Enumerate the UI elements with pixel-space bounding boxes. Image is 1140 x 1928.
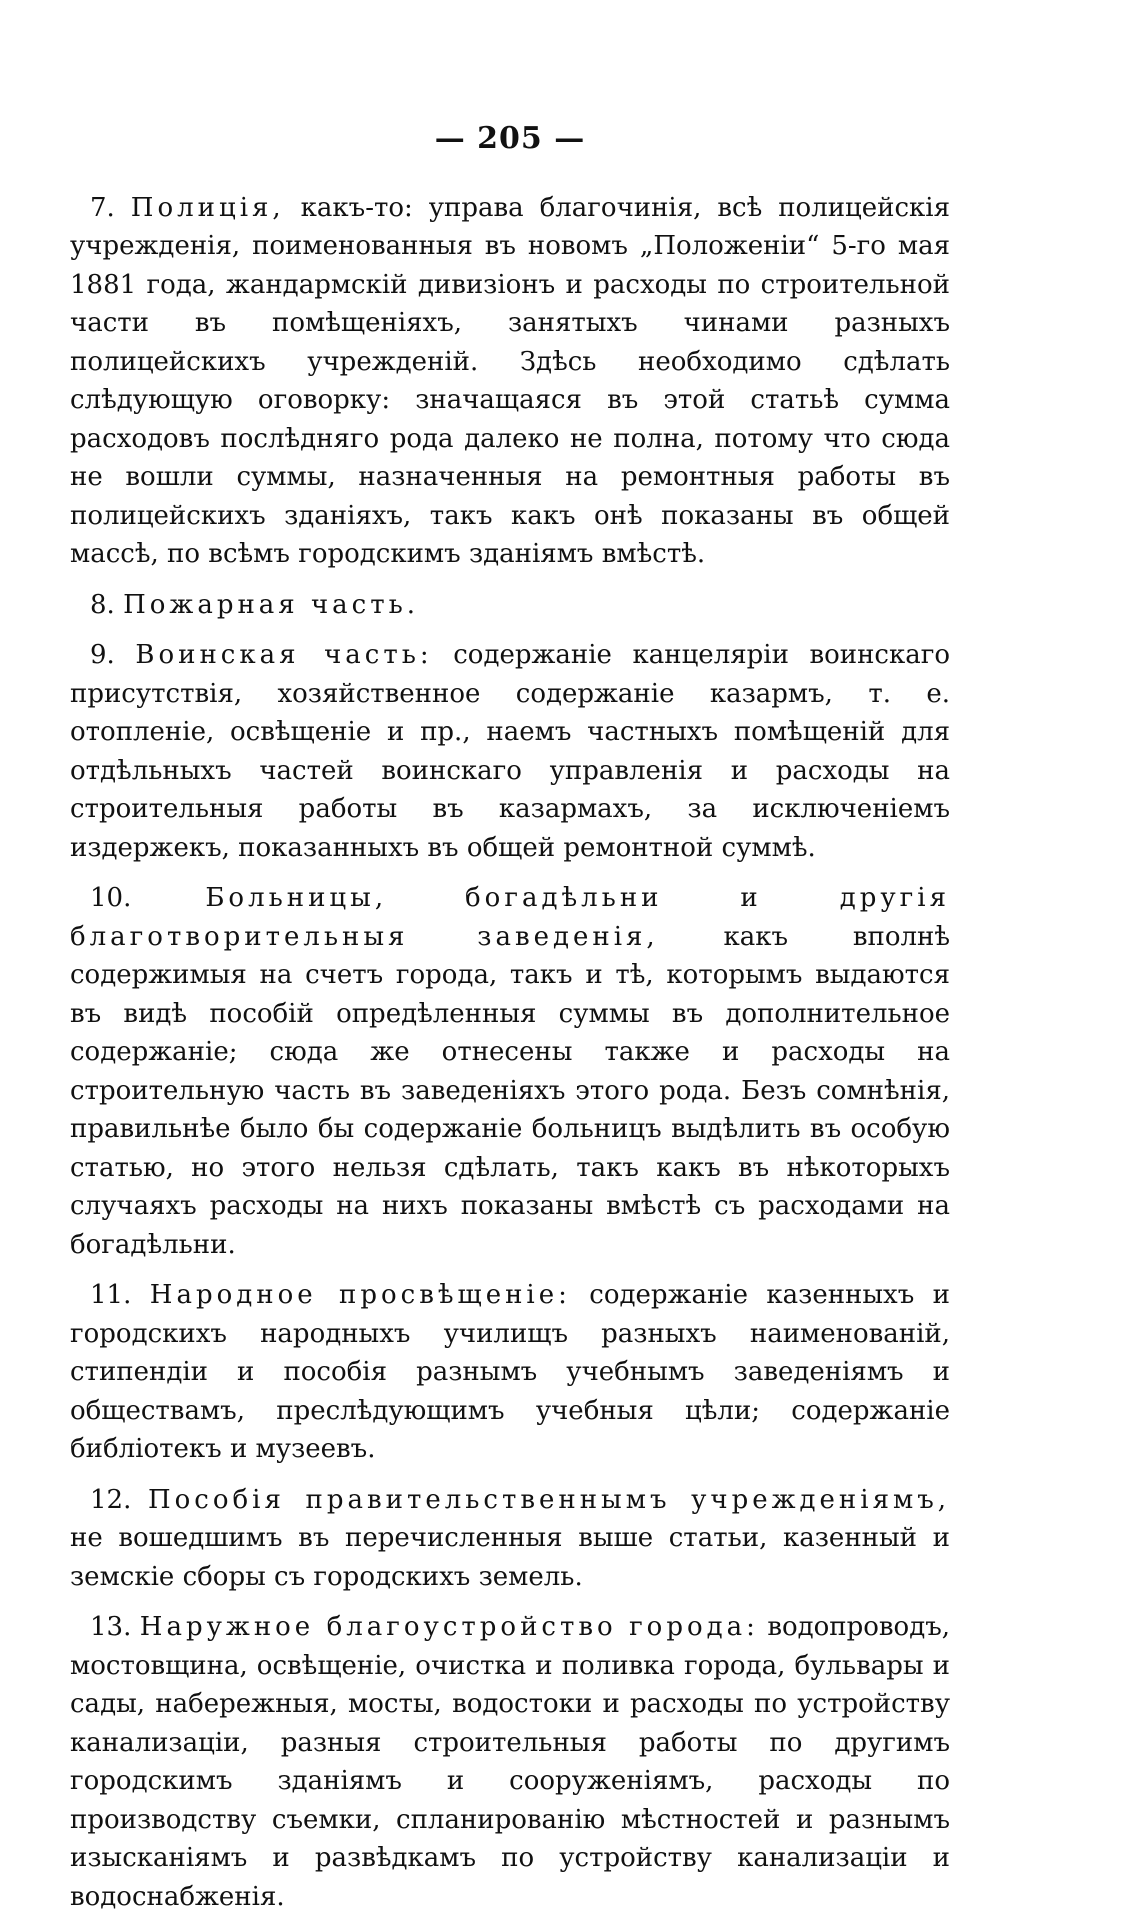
section-12-body <box>70 1481 950 1597</box>
section-7-body <box>70 189 950 574</box>
section-9-text: содержаніе канцеляріи воинскаго присутствія, хозяйственное содержаніе казармъ, т. е. отопленіе, освѣщеніе и пр., наемъ частныхъ помѣщеній для отдѣльныхъ частей воинскаго управленія и расходы на строительныя работы въ казармахъ, за исключеніемъ издержекъ, показанныхъ въ общей ремонтной суммѣ. <box>70 640 951 863</box>
section-12-heading: Пособія правительственнымъ учрежденіямъ, <box>147 1484 951 1515</box>
section-7-number: 7. <box>90 192 115 223</box>
section-9-heading: Воинская часть: <box>135 640 433 670</box>
section-10-heading: Больницы, богадѣльни и другія благотворительныя заведенія, <box>70 883 950 952</box>
section-10 <box>70 879 950 1264</box>
section-11-number: 11. <box>90 1280 132 1310</box>
section-8 <box>70 586 950 625</box>
section-11-heading: Народное просвѣщеніе: <box>149 1280 571 1310</box>
section-7 <box>70 189 950 574</box>
section-12-text: не вошедшимъ въ перечисленныя выше статьи, казенный и земскіе сборы съ городскихъ земель. <box>70 1523 950 1592</box>
section-8-heading: Пожарная часть. <box>123 589 420 620</box>
section-13-number: 13. <box>90 1612 132 1642</box>
section-10-text: какъ вполнѣ содержимыя на счетъ города, такъ и тѣ, которымъ выдаются въ видѣ пособій опредѣленныя суммы въ дополнительное содержаніе; сюда же отнесены также и расходы на строительную часть въ заведеніяхъ этого рода. Безъ сомнѣнія, правильнѣе было бы содержаніе больницъ выдѣлить въ особую статью, но этого нельзя сдѣлать, такъ какъ въ нѣкоторыхъ случаяхъ расходы на нихъ показаны вмѣстѣ съ расходами на богадѣльни. <box>70 921 950 1260</box>
section-12 <box>70 1481 950 1597</box>
section-13-heading: Наружное благоустройство города: <box>139 1612 759 1642</box>
document-page <box>70 120 950 1928</box>
section-13 <box>70 1608 950 1916</box>
section-7-text: какъ-то: управа благочинія, всѣ полицейскія учрежденія, поименованныя въ новомъ „Положеніи“ 5-го мая 1881 года, жандармскій дивизіонъ и расходы по строительной части въ помѣщеніяхъ, занятыхъ чинами разныхъ полицейскихъ учрежденій. Здѣсь необходимо сдѣлать слѣдующую оговорку: значащаяся въ этой статьѣ сумма расходовъ послѣдняго рода далеко не полна, потому что сюда не вошли суммы, назначенныя на ремонтныя работы въ полицейскихъ зданіяхъ, такъ какъ онѣ показаны въ общей массѣ, по всѣмъ городскимъ зданіямъ вмѣстѣ. <box>70 192 951 569</box>
section-8-body <box>70 586 950 625</box>
section-11-body <box>70 1276 950 1469</box>
section-13-body <box>70 1608 950 1916</box>
section-11-text: содержаніе казенныхъ и городскихъ народныхъ училищъ разныхъ наименованій, стипендіи и пособія разнымъ учебнымъ заведеніямъ и обществамъ, преслѣдующимъ учебныя цѣли; содержаніе библіотекъ и музеевъ. <box>70 1280 950 1464</box>
section-10-number: 10. <box>90 883 132 913</box>
section-12-number: 12. <box>90 1484 132 1515</box>
section-9-body <box>70 636 950 867</box>
page-number: — 205 — <box>434 121 586 156</box>
section-11 <box>70 1276 950 1469</box>
section-9-number: 9. <box>90 640 115 670</box>
section-8-number: 8. <box>90 589 115 620</box>
section-7-heading: Полиція, <box>130 192 285 223</box>
section-10-body <box>70 879 950 1264</box>
section-9 <box>70 636 950 867</box>
section-13-text: водопроводъ, мостовщина, освѣщеніе, очистка и поливка города, бульвары и сады, набережныя, мосты, водостоки и расходы по устройству канализаціи, разныя строительныя работы по другимъ городскимъ зданіямъ и сооруженіямъ, расходы по производству съемки, спланированію мѣстностей и разнымъ изысканіямъ и развѣдкамъ по устройству канализаціи и водоснабженія. <box>70 1612 951 1912</box>
